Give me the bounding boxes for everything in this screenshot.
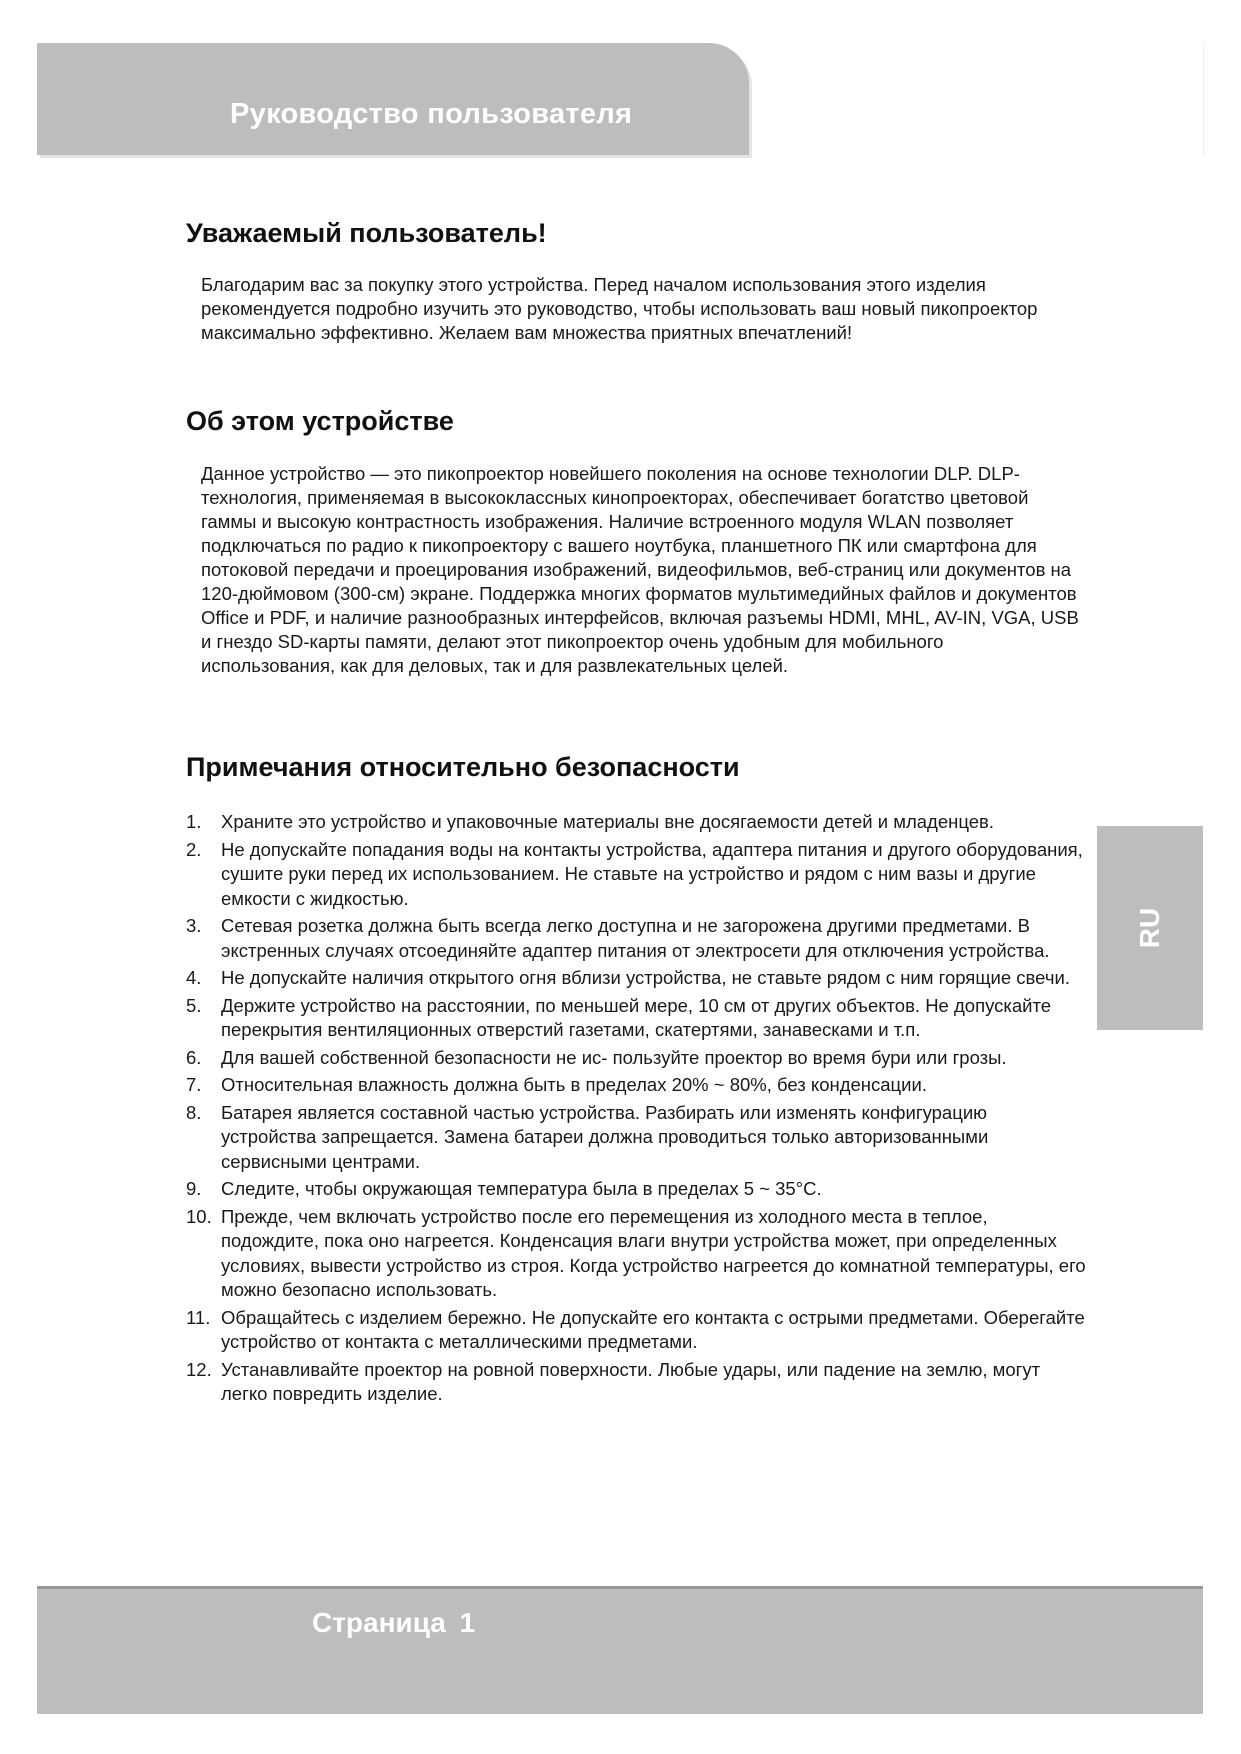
list-item-text: Сетевая розетка должна быть всегда легко доступна и не загорожена другими предметами. В экстренных случаях отсоединяйте адаптер питания от электросети для отключения устройства. — [221, 915, 1050, 961]
list-item-number: 8. — [186, 1101, 202, 1123]
list-item — [186, 838, 1086, 912]
list-item-number: 9. — [186, 1178, 202, 1199]
greeting-paragraph: Благодарим вас за покупку этого устройства. Перед началом использования этого изделия рекомендуется подробно изучить это руководство, чтобы использовать ваш новый пикопроектор максимально эффективно. Желаем вам множества приятных впечатлений! — [201, 274, 1038, 343]
list-item-text: Для вашей собственной безопасности не ис- пользуйте проектор во время бури или грозы. — [221, 1046, 1007, 1068]
about-paragraph: Данное устройство — это пикопроектор новейшего поколения на основе технологии DLP. DLP-технология, применяемая в высококлассных кинопроекторах, обеспечивает богатство цветовой гаммы и высокую контрастность изображения. Наличие встроенного модуля WLAN позволяет подключаться по радио к пикопроектору с вашего ноутбука, планшетного ПК или смартфона для потоковой передачи и проецирования изображений, видеофильмов, веб-страниц или документов на 120-дюймовом (300-см) экране. Поддержка многих форматов мультимедийных файлов и документов Office и PDF, и наличие разнообразных интерфейсов, включая разъемы HDMI, MHL, AV-IN, VGA, USB и гнездо SD-карты памяти, делают этот пикопроектор очень удобным для мобильного использования, как для деловых, так и для развлекательных целей. — [201, 463, 1079, 676]
list-item-number: 10. — [186, 1205, 212, 1227]
list-item — [186, 810, 1086, 835]
list-item — [186, 1177, 1086, 1202]
language-label: RU — [1134, 907, 1165, 949]
list-item-number: 3. — [186, 915, 202, 936]
list-item — [186, 1205, 1086, 1303]
list-item-number: 11. — [186, 1306, 211, 1328]
list-item-text: Батарея является составной частью устройства. Разбирать или изменять конфигурацию устройства запрещается. Замена батареи должна проводиться только авторизованными сервисными центрами. — [221, 1101, 989, 1172]
list-item — [186, 994, 1086, 1043]
page-header-title: Руководство пользователя — [230, 98, 633, 130]
list-item — [186, 914, 1086, 963]
list-item — [186, 1101, 1086, 1175]
list-item — [186, 1306, 1086, 1355]
list-item-text: Следите, чтобы окружающая температура была в пределах 5 ~ 35°C. — [221, 1178, 822, 1199]
safety-heading: Примечания относительно безопасности — [186, 752, 740, 782]
list-item-number: 4. — [186, 967, 202, 988]
list-item — [186, 1358, 1086, 1407]
about-heading: Об этом устройстве — [186, 406, 454, 436]
page-number: Страница 1 — [312, 1607, 476, 1638]
list-item-number: 12. — [186, 1358, 212, 1380]
list-item — [186, 966, 1086, 991]
list-item-number: 7. — [186, 1074, 202, 1095]
list-item-number: 5. — [186, 994, 202, 1016]
list-item-text: Держите устройство на расстоянии, по меньшей мере, 10 см от других объектов. Не допускайте перекрытия вентиляционных отверстий газетами, скатертями, занавесками и т.п. — [221, 994, 1052, 1040]
list-item-number: 6. — [186, 1046, 202, 1068]
header-right-rule — [1203, 43, 1204, 155]
safety-list — [186, 810, 1086, 1410]
list-item-number: 1. — [186, 811, 202, 832]
language-side-tab — [1097, 826, 1203, 1030]
list-item — [186, 1073, 1086, 1098]
list-item-text: Не допускайте наличия открытого огня вблизи устройства, не ставьте рядом с ним горящие свечи. — [221, 967, 1070, 988]
greeting-heading: Уважаемый пользователь! — [186, 218, 547, 248]
page-footer — [37, 1586, 1203, 1714]
list-item-text: Устанавливайте проектор на ровной поверхности. Любые удары, или падение на землю, могут легко повредить изделие. — [221, 1358, 1041, 1404]
list-item-number: 2. — [186, 838, 202, 860]
list-item — [186, 1046, 1086, 1071]
list-item-text: Относительная влажность должна быть в пределах 20% ~ 80%, без конденсации. — [221, 1074, 927, 1095]
list-item-text: Прежде, чем включать устройство после его перемещения из холодного места в теплое, подождите, пока оно нагреется. Конденсация влаги внутри устройства может, при определенных условиях, вывести устройство из строя. Когда устройство нагреется до комнатной температуры, его можно безопасно использовать. — [221, 1205, 1086, 1300]
list-item-text: Обращайтесь с изделием бережно. Не допускайте его контакта с острыми предметами. Оберегайте устройство от контакта с металлическими предметами. — [221, 1306, 1085, 1352]
list-item-text: Не допускайте попадания воды на контакты устройства, адаптера питания и другого оборудования, сушите руки перед их использованием. Не ставьте на устройство и рядом с ним вазы и другие емкости с жидкостью. — [221, 838, 1083, 909]
list-item-text: Храните это устройство и упаковочные материалы вне досягаемости детей и младенцев. — [221, 811, 995, 832]
